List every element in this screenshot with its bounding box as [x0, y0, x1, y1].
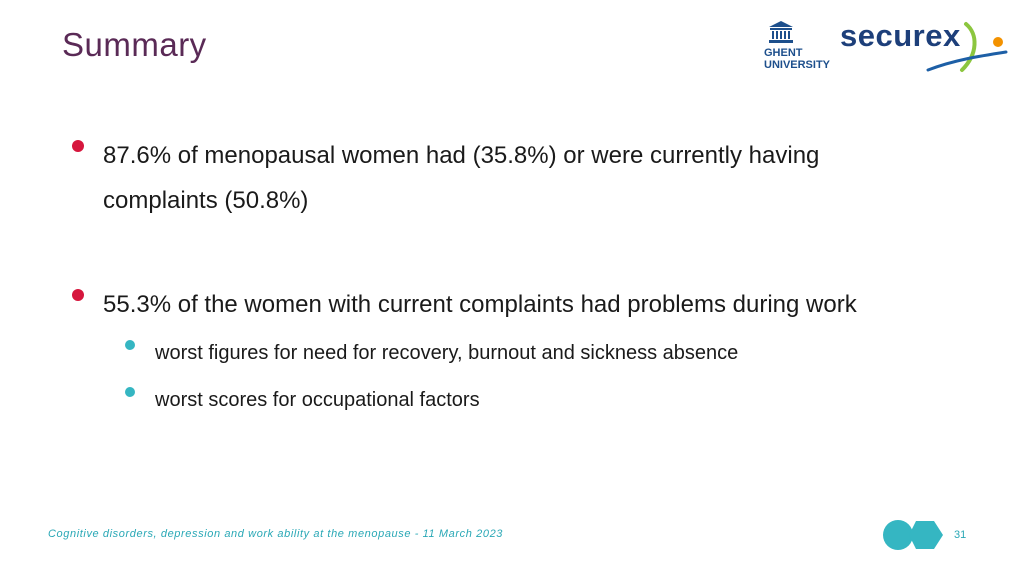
ghent-university-wordmark: [764, 47, 830, 71]
subbullet-dot-1: [125, 340, 135, 350]
bullet-1-line-1: 87.6% of menopausal women had (35.8%) or were currently having: [103, 142, 820, 169]
footer-decoration-icon: [882, 518, 944, 552]
slide-title: Summary: [62, 26, 207, 63]
ghent-line: GHENT: [764, 47, 803, 59]
subbullet-2: worst scores for occupational factors: [155, 389, 480, 411]
bullet-2-line-1: 55.3% of the women with current complaints had problems during work: [103, 291, 857, 318]
subbullet-dot-2: [125, 387, 135, 397]
securex-logo: [838, 18, 1010, 84]
page-number: 31: [954, 529, 967, 541]
university-line: UNIVERSITY: [764, 59, 831, 71]
university-building-icon: [768, 20, 794, 44]
subbullet-1: worst figures for need for recovery, burnout and sickness absence: [155, 342, 739, 364]
bullet-dot-1: [72, 140, 84, 152]
securex-swoosh-icon: [838, 18, 1010, 84]
bullet-dot-2: [72, 289, 84, 301]
bullet-1-line-2: complaints (50.8%): [103, 187, 309, 214]
ghent-university-logo: [764, 20, 830, 76]
footer-caption: Cognitive disorders, depression and work ability at the menopause - 11 March 2023: [48, 528, 504, 540]
securex-wordmark: securex: [840, 18, 961, 53]
